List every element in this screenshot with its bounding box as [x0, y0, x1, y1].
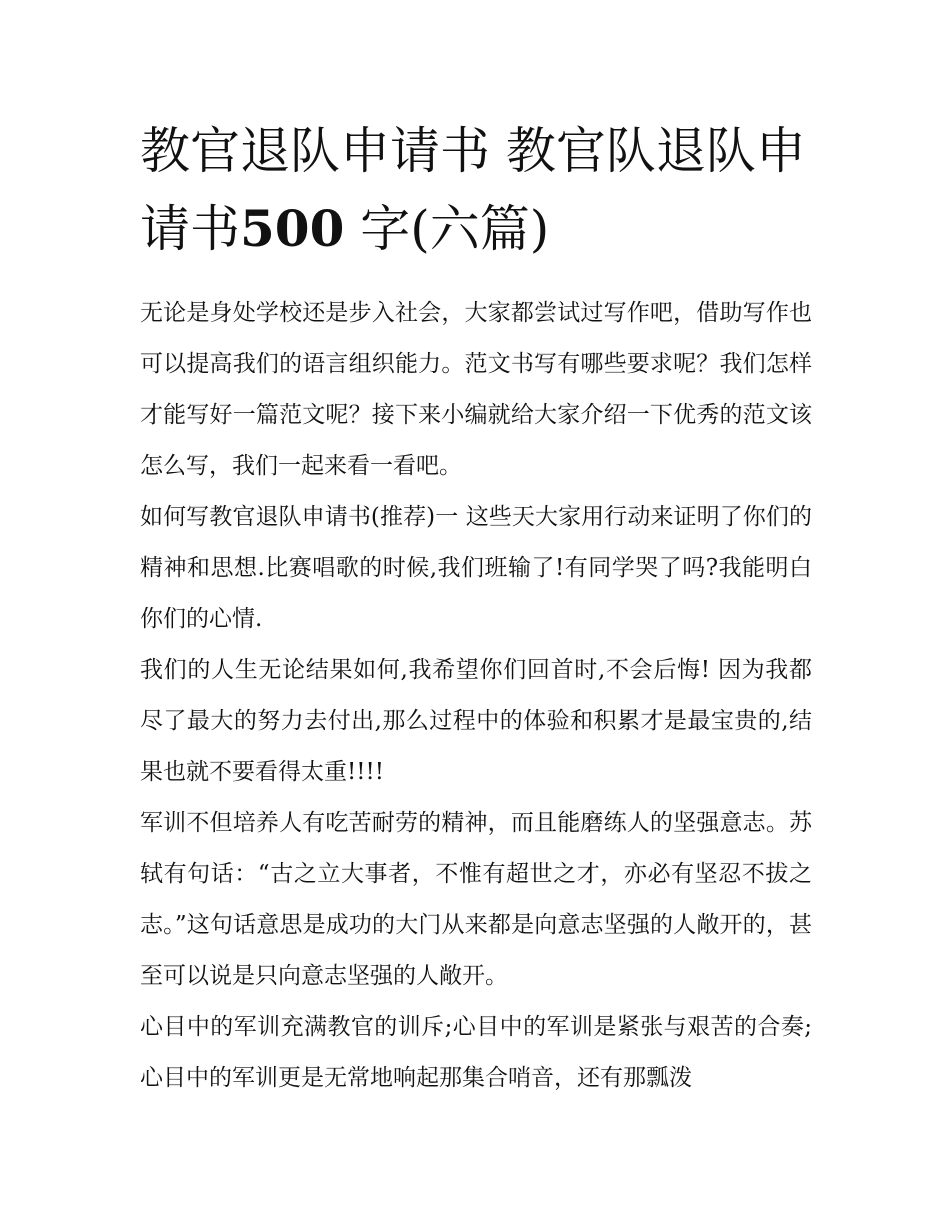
paragraph-4: 心目中的军训充满教官的训斥;心目中的军训是紧张与艰苦的合奏;心目中的军训更是无常地响起那集合哨音，还有那瓢泼 [140, 1014, 812, 1091]
document-page [140, 112, 812, 1104]
paragraph-intro: 无论是身处学校还是步入社会，大家都尝试过写作吧，借助写作也可以提高我们的语言组织能力。范文书写有哪些要求呢？我们怎样才能写好一篇范文呢？接下来小编就给大家介绍一下优秀的范文该怎么写，我们一起来看一看吧。 [140, 300, 812, 479]
document-title: 教官退队申请书 教官队退队申请书500 字(六篇) [140, 122, 806, 258]
paragraph-1: 如何写教官退队申请书(推荐)一 这些天大家用行动来证明了你们的精神和思想.比赛唱歌的时候,我们班输了!有同学哭了吗?我能明白你们的心情. [140, 504, 812, 632]
title-number: 500 [240, 199, 345, 258]
paragraph-3: 军训不但培养人有吃苦耐劳的精神，而且能磨练人的坚强意志。苏轼有句话：“古之立大事者，不惟有超世之才，亦必有坚忍不拔之志。”这句话意思是成功的大门从来都是向意志坚强的人敞开的，甚至可以说是只向意志坚强的人敞开。 [140, 810, 812, 989]
paragraph-2: 我们的人生无论结果如何,我希望你们回首时,不会后悔! 因为我都尽了最大的努力去付出,那么过程中的体验和积累才是最宝贵的,结果也就不要看得太重!!!! [140, 657, 812, 785]
